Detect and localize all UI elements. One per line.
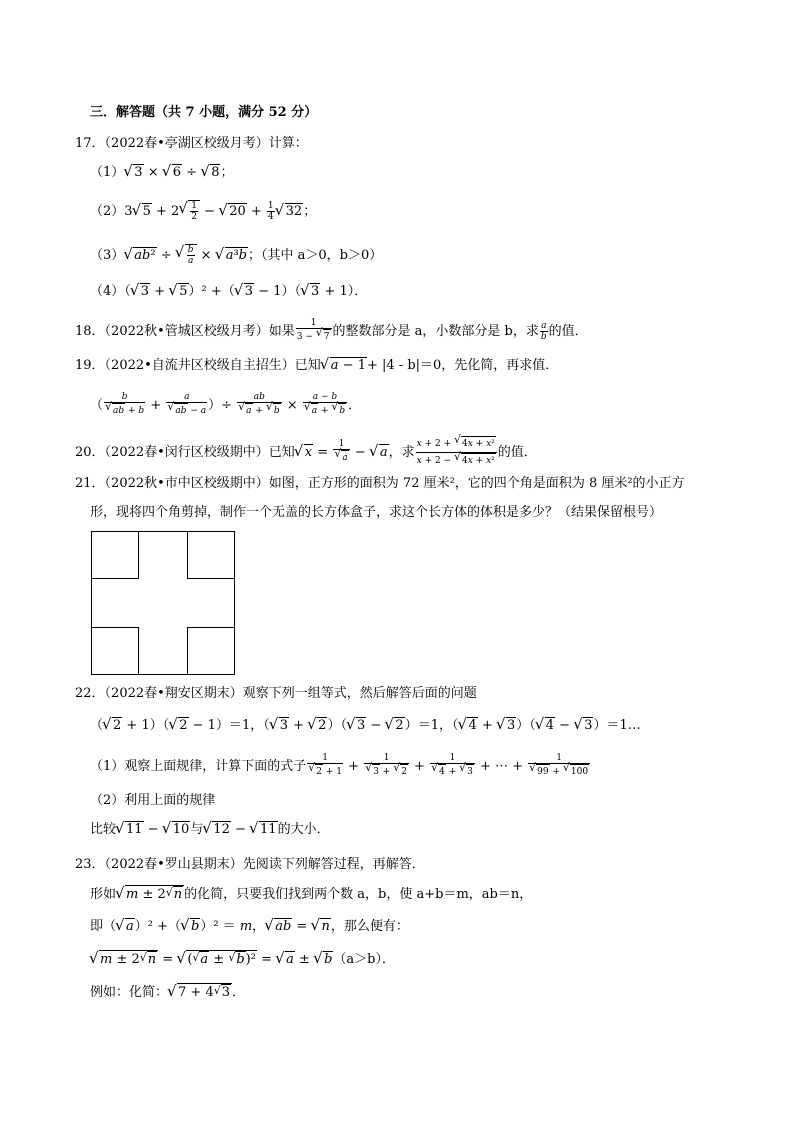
q17-part4: （4）（√ 3 + √ 5）² +（√ 3 − 1）（√ 3 + 1）． [90,282,367,302]
section-header: 三．解答题（共 7 小题，满分 52 分） [90,105,318,120]
q21-line2: 形，现将四个角剪掉，制作一个无盖的长方体盒子，求这个长方体的体积是多少？（结果保留根号） [90,505,663,520]
q23-line2: 即（√ a）² +（√ b）² ＝ m，√ ab = √ n，那么便有： [90,917,409,937]
q22-stem: 22．（2022春•翔安区期末）观察下列一组等式，然后解答后面的问题 [75,686,477,701]
q23-stem: 23．（2022春•罗山县期末）先阅读下列解答过程，再解答． [75,857,425,872]
corner-square-top-left [91,531,139,579]
q22-part2: （2）利用上面的规律 [90,793,216,808]
q22-compare: 比较√ 11 − √ 10与√ 12 − √ 11的大小． [90,820,330,840]
q17-part3: （3）√ ab² ÷ √ $\frac{b}{a}$ × √ a³b；（其中 a＞0，b＞0） [90,244,382,266]
q20-line: 20．（2022春•闵行区校级期中）已知√ x = 1 √ a − √ a，求 $\frac{\text{x + 2 + √ 4x + x²}}{\text{x + 2 − √ 4x + x²}}$ 的值． [75,436,537,469]
q23-line1: 形如√ m ± 2√ n 的化简，只要我们找到两个数 a，b，使 a+b＝m，ab＝n， [90,885,532,905]
q23-example: 例如：化简：√ 7 + 4√ 3 ． [90,983,245,1003]
q22-part1: （1）观察上面规律，计算下面的式子 1 √ 2 + 1 + 1 √ 3 + √ 2 + 1 √ 4 + √ 3 + ⋯ + 1 √ 99 + √ 100 [90,753,591,780]
q22-equations: （√ 2 + 1）（√ 2 − 1）＝1，（√ 3 + √ 2）（√ 3 − √ 2）＝1，（√ 4 + √ 3）（√ 4 − √ 3）＝1… [90,716,641,736]
corner-square-bottom-right [187,627,235,675]
q19-stem: 19．（2022•自流井区校级自主招生）已知√ a − 1+ |4 - b|＝0，先化简，再求值． [75,356,558,376]
q17-part2: （2）3√ 5 + 2 √ $\frac{1}{2}$ − √ 20 + $\frac{1}{4}$ √ 32； [90,200,316,222]
q19-expression: （ b √ ab + b + a √ ab − a ）÷ ab √ a + √ b × a − b √ a + √ b ． [90,392,361,419]
corner-square-top-right [187,531,235,579]
q23-formula: √ m ± 2√ n = √ (√ a ± √ b)² = √ a ± √ b（a＞b）． [90,950,395,970]
corner-square-bottom-left [91,627,139,675]
q18-line: 18．（2022秋•管城区校级月考）如果 $\frac{1}{3 - √ 7}$ 的整数部分是 a，小数部分是 b，求 $\frac{a}{b}$ 的值． [75,318,588,345]
q17-part1: （1）√ 3 × √ 6 ÷ √ 8； [90,163,233,183]
q21-line1: 21．（2022秋•市中区校级期中）如图，正方形的面积为 72 厘米²，它的四个角是面积为 8 厘米²的小正方 [75,476,685,491]
q17-stem: 17．（2022春•亭湖区校级月考）计算： [75,136,308,151]
